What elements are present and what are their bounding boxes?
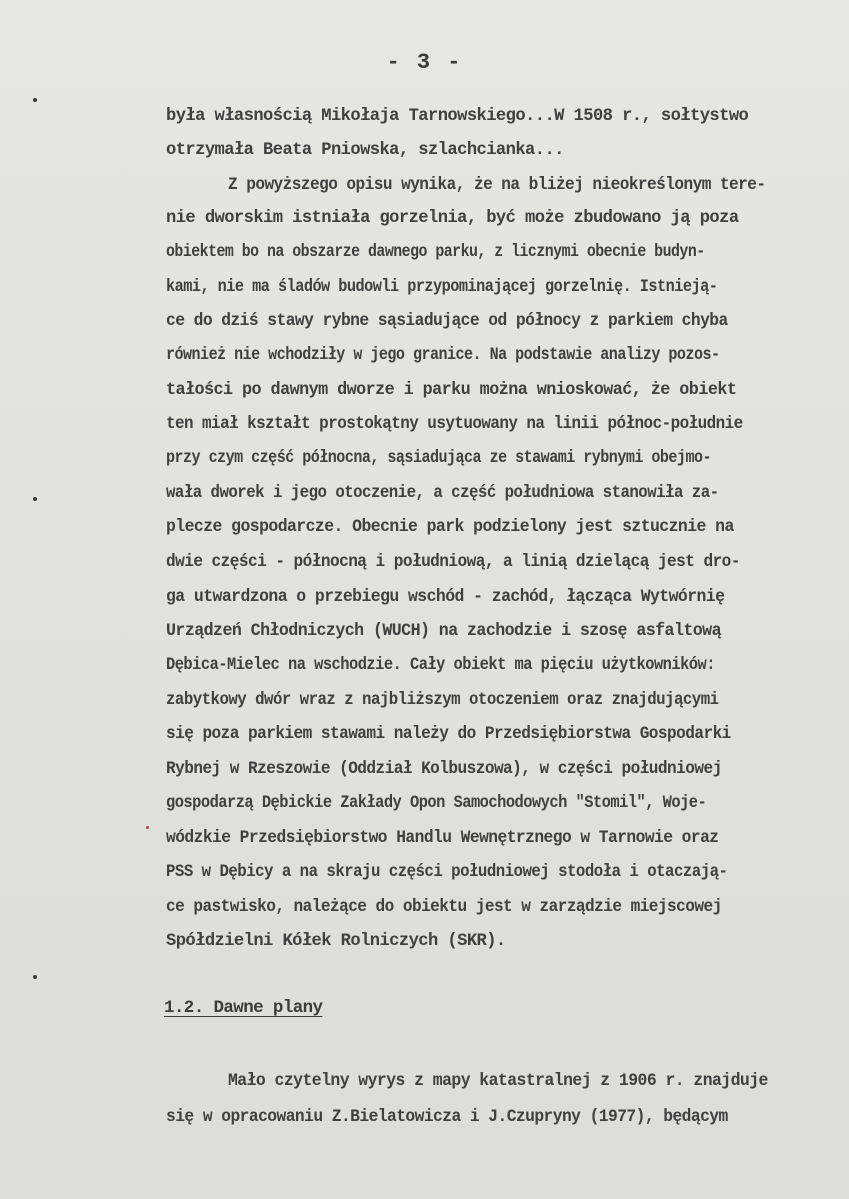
text-line: otrzymała Beata Pniowska, szlachcianka... [166,140,564,160]
text-line: kami, nie ma śladów budowli przypominającej gorzelnię. Istnieją- [166,277,718,297]
text-line: obiektem bo na obszarze dawnego parku, z licznymi obecnie budyn- [166,242,705,262]
text-line: PSS w Dębicy a na skraju części południowej stodoła i otaczają- [166,862,728,882]
text-line: przy czym część północna, sąsiadująca ze stawami rybnymi obejmo- [166,448,711,468]
section-heading: 1.2. Dawne plany [164,998,323,1018]
text-line: zabytkowy dwór wraz z najbliższym otoczeniem oraz znajdującymi [166,690,719,710]
text-line: wała dworek i jego otoczenie, a część południowa stanowiła za- [166,483,719,503]
scan-speck [146,826,149,829]
text-line: Rybnej w Rzeszowie (Oddział Kolbuszowa), w części południowej [166,759,722,779]
text-line: się poza parkiem stawami należy do Przedsiębiorstwa Gospodarki [166,724,731,744]
text-line: Urządzeń Chłodniczych (WUCH) na zachodzie i szosę asfaltową [166,621,721,641]
text-line: plecze gospodarcze. Obecnie park podzielony jest sztucznie na [166,517,734,537]
text-line: nie dworskim istniała gorzelnia, być może zbudowano ją poza [166,208,739,228]
text-line: Spółdzielni Kółek Rolniczych (SKR). [166,931,506,951]
text-line: również nie wchodziły w jego granice. Na podstawie analizy pozos- [166,345,720,365]
text-line: ce pastwisko, należące do obiektu jest w zarządzie miejscowej [166,897,722,917]
text-line: Mało czytelny wyrys z mapy katastralnej z 1906 r. znajduje [228,1071,768,1091]
text-line: była własnością Mikołaja Tarnowskiego...W 1508 r., sołtystwo [166,106,749,126]
text-line: ten miał kształt prostokątny usytuowany na linii północ-południe [166,414,743,434]
margin-mark [33,975,37,979]
text-line: tałości po dawnym dworze i parku można wnioskować, że obiekt [166,380,737,400]
text-line: dwie części - północną i południową, a linią dzielącą jest dro- [166,552,740,572]
margin-mark [33,98,37,102]
text-line: gospodarzą Dębickie Zakłady Opon Samochodowych "Stomil", Woje- [166,793,707,813]
text-line: ga utwardzona o przebiegu wschód - zachód, łącząca Wytwórnię [166,587,725,607]
text-line: Z powyższego opisu wynika, że na bliżej nieokreślonym tere- [228,175,766,195]
page-number: - 3 - [386,50,463,75]
text-line: ce do dziś stawy rybne sąsiadujące od północy z parkiem chyba [166,311,728,331]
text-line: wódzkie Przedsiębiorstwo Handlu Wewnętrznego w Tarnowie oraz [166,828,719,848]
text-line: się w opracowaniu Z.Bielatowicza i J.Czupryny (1977), będącym [166,1107,728,1127]
margin-mark [33,497,37,501]
text-line: Dębica-Mielec na wschodzie. Cały obiekt ma pięciu użytkowników: [166,655,715,675]
